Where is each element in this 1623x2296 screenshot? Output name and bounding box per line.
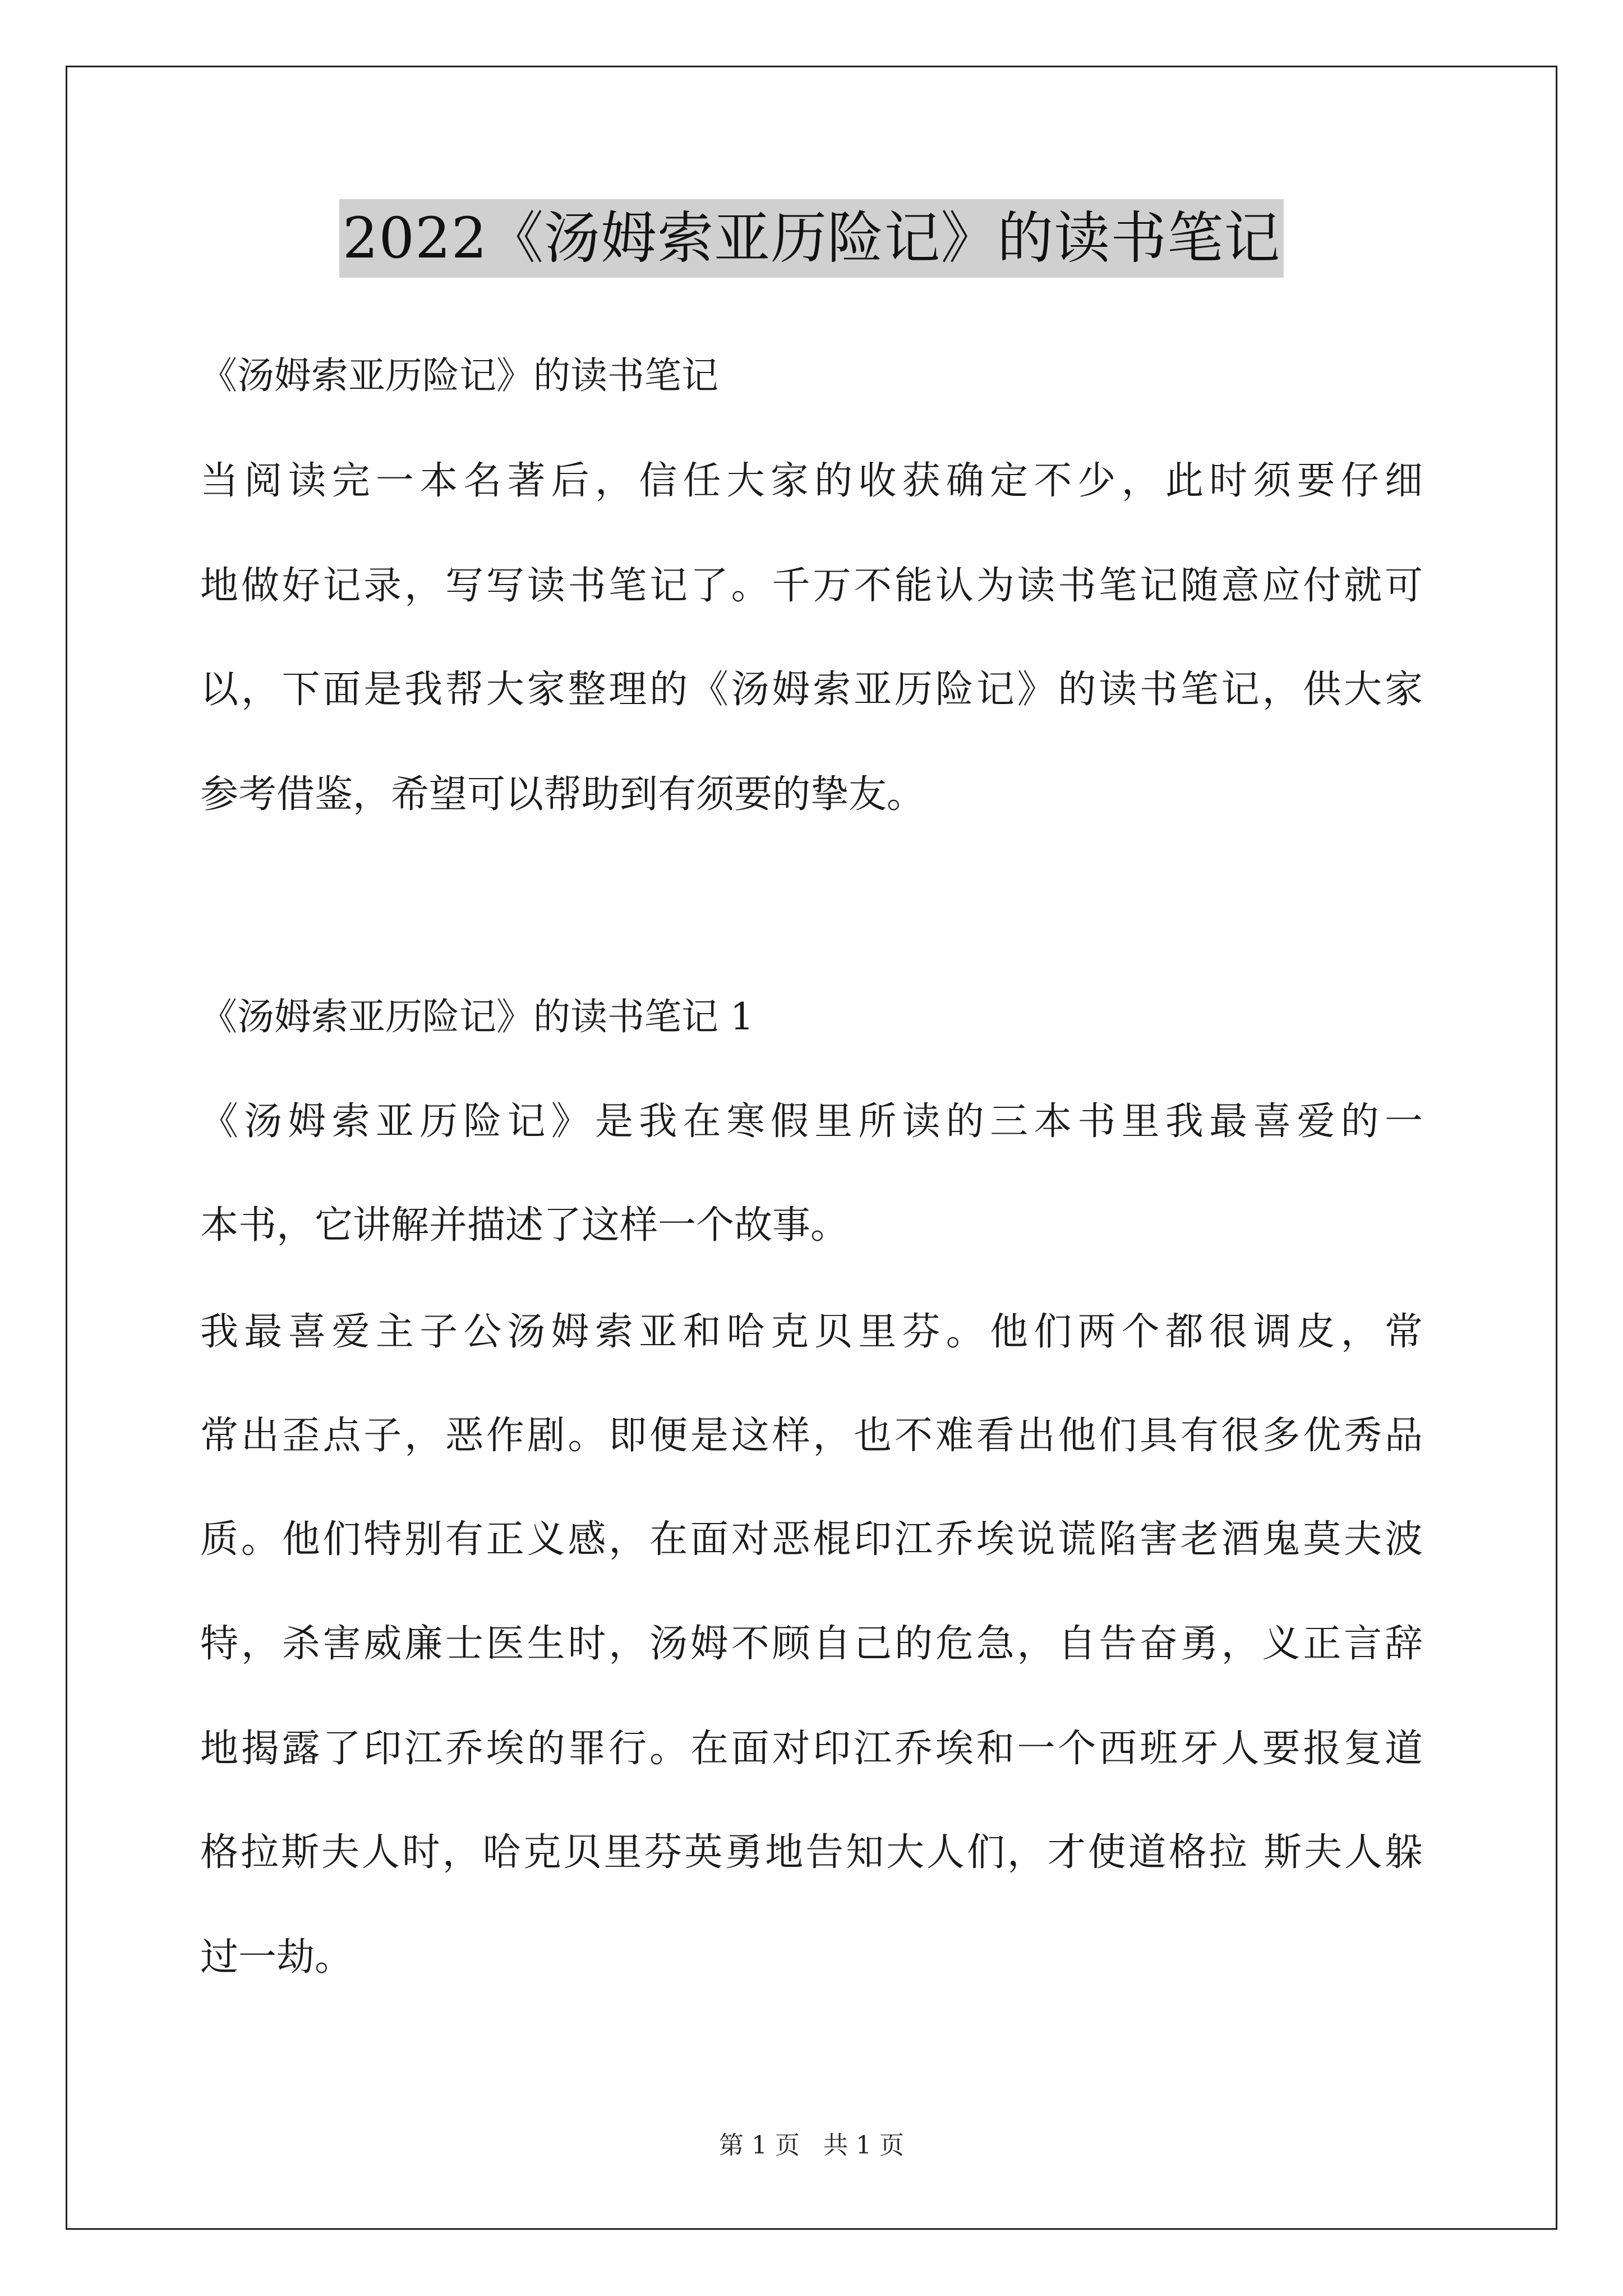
intro-line: 以，下面是我帮大家整理的《汤姆索亚历险记》的读书笔记，供大家: [200, 668, 1423, 712]
document-subtitle: 《汤姆索亚历险记》的读书笔记: [200, 354, 718, 397]
intro-line: 当阅读完一本名著后，信任大家的收获确定不少，此时须要仔细: [200, 459, 1423, 503]
page-footer: [0, 2129, 1623, 2162]
paragraph-line: 特，杀害威廉士医生时，汤姆不顾自己的危急，自告奋勇，义正言辞: [200, 1622, 1423, 1666]
document-title: 2022《汤姆索亚历险记》的读书笔记: [339, 199, 1284, 278]
intro-line: 地做好记录，写写读书笔记了。千万不能认为读书笔记随意应付就可: [200, 564, 1423, 608]
page-total: 共 1 页: [823, 2131, 904, 2160]
paragraph-line: 格拉斯夫人时，哈克贝里芬英勇地告知大人们，才使道格拉 斯夫人躲: [200, 1830, 1423, 1875]
intro-line: 参考借鉴，希望可以帮助到有须要的挚友。: [200, 772, 925, 817]
paragraph-line: 过一劫。: [200, 1935, 353, 1980]
title-container: [0, 199, 1623, 278]
page-number: 第 1 页: [719, 2131, 800, 2160]
paragraph-line: 《汤姆索亚历险记》是我在寒假里所读的三本书里我最喜爱的一: [200, 1099, 1423, 1144]
paragraph-line: 常出歪点子，恶作剧。即便是这样，也不难看出他们具有很多优秀品: [200, 1414, 1423, 1458]
paragraph-line: 地揭露了印江乔埃的罪行。在面对印江乔埃和一个西班牙人要报复道: [200, 1727, 1423, 1771]
paragraph-line: 我最喜爱主子公汤姆索亚和哈克贝里芬。他们两个都很调皮，常: [200, 1310, 1423, 1354]
section-heading: 《汤姆索亚历险记》的读书笔记 1: [200, 995, 754, 1038]
paragraph-line: 本书，它讲解并描述了这样一个故事。: [200, 1203, 849, 1248]
paragraph-line: 质。他们特别有正义感，在面对恶棍印江乔埃说谎陷害老酒鬼莫夫波: [200, 1517, 1423, 1562]
